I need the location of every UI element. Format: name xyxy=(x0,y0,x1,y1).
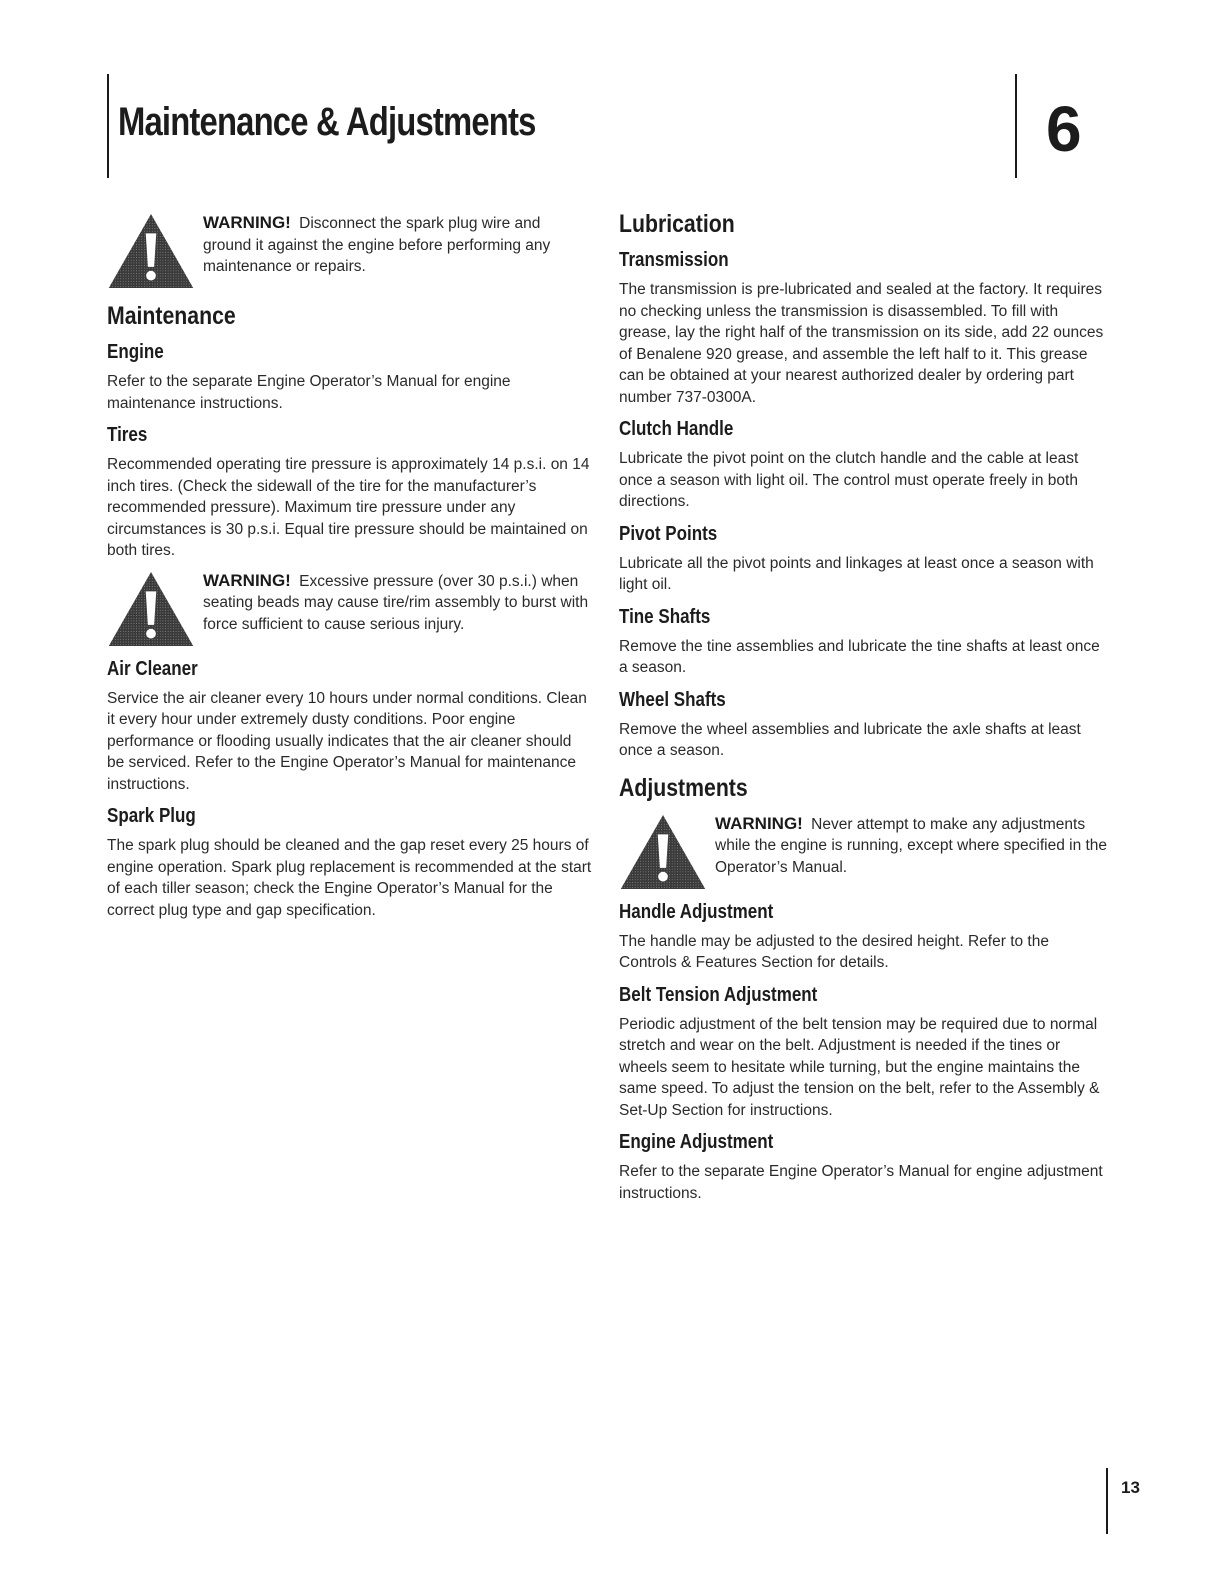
warning-icon xyxy=(107,212,195,290)
section-heading-lubrication: Lubrication xyxy=(619,210,735,238)
paragraph-tine-shafts: Remove the tine assemblies and lubricate the tine shafts at least once a season. xyxy=(619,637,1100,676)
subheading-air-cleaner: Air Cleaner xyxy=(107,657,198,680)
page-number: 13 xyxy=(1121,1478,1140,1497)
warning-box-adjustments xyxy=(619,813,1109,891)
warning-label: WARNING! xyxy=(715,813,803,833)
subheading-pivot-points: Pivot Points xyxy=(619,522,718,545)
warning-box-disconnect xyxy=(107,212,592,290)
paragraph-wheel-shafts: Remove the wheel assemblies and lubricate the axle shafts at least once a season. xyxy=(619,720,1081,759)
subheading-spark-plug: Spark Plug xyxy=(107,805,196,827)
warning-text xyxy=(203,212,592,278)
paragraph-clutch-handle: Lubricate the pivot point on the clutch handle and the cable at least once a season with light oil. The control must operate freely in both directions. xyxy=(619,450,1079,510)
warning-body: Never attempt to make any adjustments while the engine is running, except where specified in the Operator’s Manual. xyxy=(715,815,1108,876)
subheading-engine: Engine xyxy=(107,341,164,363)
left-column xyxy=(107,210,592,929)
paragraph-engine: Refer to the separate Engine Operator’s Manual for engine maintenance instructions. xyxy=(107,373,511,412)
paragraph-engine-adjustment: Refer to the separate Engine Operator’s Manual for engine adjustment instructions. xyxy=(619,1163,1103,1202)
subheading-transmission: Transmission xyxy=(619,249,729,271)
warning-icon xyxy=(107,570,195,648)
subheading-engine-adjustment: Engine Adjustment xyxy=(619,1131,774,1153)
paragraph-belt-tension: Periodic adjustment of the belt tension may be required due to normal stretch and wear on the belt. Adjustment is needed if the tines or wheels seem to hesitate while turning, but the engine maintains the same speed. To adjust the tension on the belt, refer to the Assembly & Set-Up Section for instructions. xyxy=(619,1015,1100,1119)
right-column xyxy=(619,210,1109,1212)
chapter-left-rule xyxy=(1015,74,1017,178)
subheading-handle-adjustment: Handle Adjustment xyxy=(619,900,774,923)
warning-label: WARNING! xyxy=(203,570,291,590)
page-number-rule xyxy=(1106,1468,1108,1534)
warning-body: Disconnect the spark plug wire and ground it against the engine before performing any maintenance or repairs. xyxy=(203,215,551,275)
subheading-tires: Tires xyxy=(107,424,148,446)
subheading-belt-tension: Belt Tension Adjustment xyxy=(619,983,818,1006)
paragraph-tires: Recommended operating tire pressure is approximately 14 p.s.i. on 14 inch tires. (Check the sidewall of the tire for the manufacturer’s recommended pressure). Maximum tire pressure under any circumstances is 30 p.s.i. Equal tire pressure should be maintained on both tires. xyxy=(107,456,590,559)
warning-label: WARNING! xyxy=(203,213,291,232)
subheading-clutch-handle: Clutch Handle xyxy=(619,418,734,440)
paragraph-handle-adjustment: The handle may be adjusted to the desired height. Refer to the Controls & Features Section for details. xyxy=(619,932,1049,971)
section-heading-maintenance: Maintenance xyxy=(107,302,236,330)
page-title: Maintenance & Adjustments xyxy=(118,100,536,144)
subheading-tine-shafts: Tine Shafts xyxy=(619,605,711,628)
title-left-rule xyxy=(107,74,109,178)
warning-text xyxy=(715,813,1109,879)
paragraph-spark-plug: The spark plug should be cleaned and the gap reset every 25 hours of engine operation. Spark plug replacement is recommended at the start of each tiller season; check the Engine Operator’s Manual for the correct plug type and gap specification. xyxy=(107,837,592,919)
chapter-number: 6 xyxy=(1046,93,1082,165)
warning-box-pressure xyxy=(107,570,592,648)
section-heading-adjustments: Adjustments xyxy=(619,773,748,802)
paragraph-pivot-points: Lubricate all the pivot points and linkages at least once a season with light oil. xyxy=(619,554,1094,593)
warning-body: Excessive pressure (over 30 p.s.i.) when seating beads may cause tire/rim assembly to burst with force sufficient to cause serious injury. xyxy=(203,572,589,633)
warning-icon xyxy=(619,813,707,891)
paragraph-air-cleaner: Service the air cleaner every 10 hours under normal conditions. Clean it every hour under extremely dusty conditions. Poor engine performance or flooding usually indicates that the air cleaner should be serviced. Refer to the Engine Operator’s Manual for maintenance instructions. xyxy=(107,689,587,793)
subheading-wheel-shafts: Wheel Shafts xyxy=(619,688,726,711)
warning-text xyxy=(203,570,592,636)
paragraph-transmission: The transmission is pre-lubricated and sealed at the factory. It requires no checking unless the transmission is disassembled. To fill with grease, lay the right half of the transmission on its side, add 22 ounces of Benalene 920 grease, and assemble the left half to it. This grease can be obtained at your nearest authorized dealer by ordering part number 737-0300A. xyxy=(619,281,1104,406)
